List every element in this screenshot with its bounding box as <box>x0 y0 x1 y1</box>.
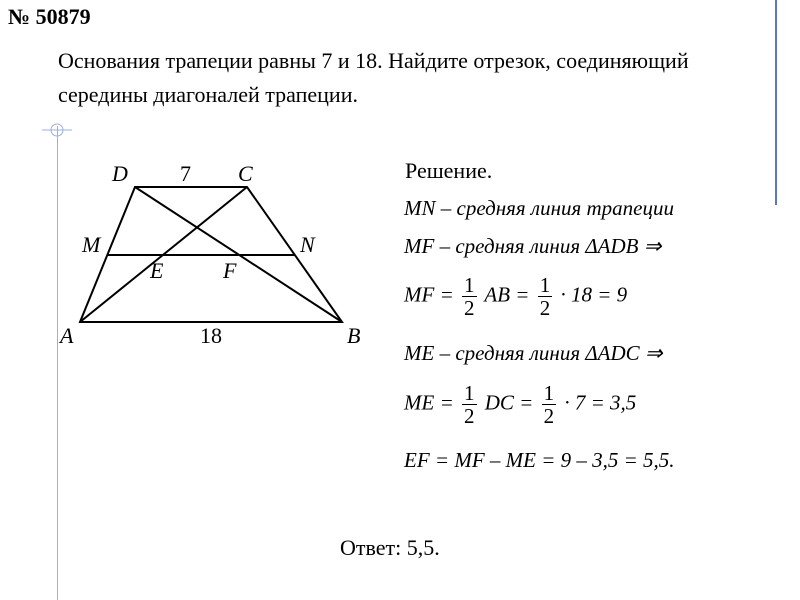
label-top-base: 7 <box>180 161 191 186</box>
solution-line-6: EF = MF – ME = 9 – 3,5 = 5,5. <box>404 448 675 472</box>
trapezoid-figure <box>50 155 380 355</box>
answer-text: Ответ: 5,5. <box>340 535 440 560</box>
mf-label: MF = <box>404 282 454 307</box>
me-label: ME = <box>404 390 454 415</box>
fraction-numerator: 1 <box>464 381 475 405</box>
fraction-numerator: 1 <box>464 273 475 297</box>
solution-line-1: MN – средняя линия трапеции <box>404 196 675 220</box>
fraction-denominator: 2 <box>464 404 475 428</box>
fraction-denominator: 2 <box>543 404 555 428</box>
mf-result: · 18 = 9 <box>560 282 628 307</box>
label-bottom-base: 18 <box>200 323 222 348</box>
label-B: B <box>347 323 361 348</box>
fraction-one-half <box>538 274 553 319</box>
solution-line-2: MF – средняя линия ΔADB ⇒ <box>404 234 662 258</box>
label-F: F <box>223 258 237 283</box>
label-A: A <box>60 323 74 348</box>
ab-label: AB = <box>484 282 530 307</box>
dc-label: DC = <box>484 390 534 415</box>
label-N: N <box>300 232 315 257</box>
problem-statement <box>58 44 798 112</box>
solution-line-3 <box>404 274 627 319</box>
label-E: E <box>150 258 164 283</box>
solution-line-4: ME – средняя линия ΔADC ⇒ <box>404 341 663 365</box>
problem-number: № 50879 <box>8 4 91 29</box>
crosshair-decoration-icon <box>42 120 72 140</box>
fraction-numerator: 1 <box>543 381 555 405</box>
solution-heading: Решение. <box>405 158 493 183</box>
fraction-one-half <box>542 382 557 427</box>
problem-text-line-1: Основания трапеции равны 7 и 18. Найдите отрезок, соединяющий <box>58 48 689 73</box>
fraction-one-half <box>462 274 477 319</box>
label-M: M <box>82 232 101 257</box>
label-C: C <box>238 161 253 186</box>
fraction-denominator: 2 <box>539 296 551 320</box>
problem-text-line-2: середины диагоналей трапеции. <box>58 82 358 107</box>
fraction-denominator: 2 <box>464 296 475 320</box>
me-result: · 7 = 3,5 <box>564 390 637 415</box>
fraction-one-half <box>462 382 477 427</box>
solution-line-5 <box>404 382 636 427</box>
fraction-numerator: 1 <box>539 273 551 297</box>
label-D: D <box>112 161 128 186</box>
